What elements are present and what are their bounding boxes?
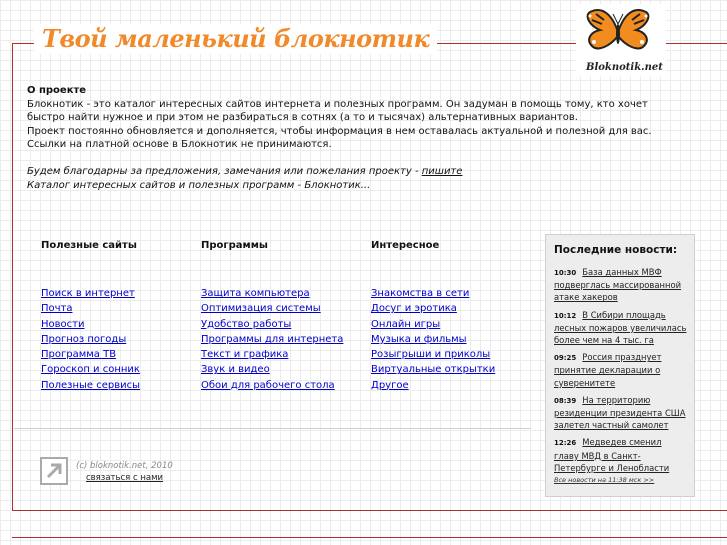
- copyright: (c) bloknotik.net, 2010: [76, 461, 173, 471]
- about-heading: О проекте: [27, 85, 87, 96]
- feedback-link[interactable]: пишите: [421, 166, 463, 177]
- about-line: Ссылки на платной основе в Блокнотик не принимаются.: [27, 139, 332, 150]
- news-heading: Последние новости:: [554, 244, 678, 256]
- category-link[interactable]: Виртуальные открытки: [371, 364, 496, 376]
- link-list: [371, 286, 571, 393]
- about-line: Проект постоянно обновляется и дополняется, чтобы информация в нем оставалась актуальной и полезной для вас.: [27, 125, 652, 137]
- site-title: Твой маленький блокнотик: [34, 24, 437, 54]
- category-link[interactable]: Розыгрыши и приколы: [371, 349, 491, 361]
- category-link[interactable]: Поиск в интернет: [41, 288, 135, 299]
- news-time: 10:12: [554, 311, 577, 320]
- news-item: [554, 351, 688, 389]
- news-item: [554, 394, 688, 432]
- news-time: 08:39: [554, 396, 577, 405]
- logo[interactable]: [576, 4, 666, 76]
- list-item: [371, 378, 571, 393]
- category-link[interactable]: Досуг и эротика: [371, 303, 457, 315]
- butterfly-icon: [582, 4, 654, 64]
- list-item: [371, 332, 571, 347]
- column-useful-sites: [41, 240, 141, 391]
- news-panel: [545, 234, 695, 497]
- about-line: Блокнотик - это каталог интересных сайтов интернета и полезных программ. Он задуман в помощь тому, кто хочет: [27, 98, 648, 110]
- news-link[interactable]: База данных МВФ подверглась массированной атаке хакеров: [554, 267, 682, 303]
- news-time: 12:26: [554, 439, 577, 448]
- about-section: [27, 84, 687, 192]
- category-link[interactable]: Текст и графика: [201, 349, 289, 361]
- news-link[interactable]: Медведев сменил главу МВД в Санкт-Петербурге и Ленобласти: [554, 437, 670, 473]
- category-link[interactable]: Прогноз погоды: [41, 333, 127, 345]
- news-link[interactable]: В Сибири площадь лесных пожаров увеличилась более чем на 4 тыс. га: [554, 309, 687, 346]
- category-link[interactable]: Гороскоп и сонник: [41, 364, 140, 376]
- category-link[interactable]: Программа ТВ: [41, 349, 117, 361]
- list-item: [371, 347, 571, 362]
- list-item: [371, 317, 571, 332]
- feedback-line: [27, 165, 687, 179]
- category-link[interactable]: Оптимизация системы: [201, 303, 321, 315]
- news-link[interactable]: Россия празднует принятие декларации о суверенитете: [554, 352, 662, 388]
- news-time: 09:25: [554, 354, 577, 363]
- category-link[interactable]: Новости: [41, 318, 85, 330]
- feedback-text: Будем благодарны за предложения, замечания или пожелания проекту -: [27, 166, 422, 177]
- category-link[interactable]: Музыка и фильмы: [371, 333, 467, 345]
- about-line: быстро найти нужное и при этом не разбираться в сотнях (а то и тысячах) альтернативных вариантов.: [27, 112, 578, 123]
- list-item: [371, 286, 571, 301]
- column-programs: [201, 240, 344, 391]
- content-divider: [14, 428, 531, 429]
- news-item: [554, 309, 688, 347]
- category-link[interactable]: Онлайн игры: [371, 318, 441, 330]
- category-link[interactable]: Удобство работы: [201, 318, 292, 330]
- category-link[interactable]: Другое: [371, 379, 409, 391]
- news-time: 10:30: [554, 269, 577, 277]
- column-heading: Программы: [201, 240, 268, 251]
- list-item: [371, 301, 571, 316]
- all-news-link[interactable]: Все новости на 11:38 мск >>: [554, 476, 655, 484]
- bottom-divider: [12, 537, 727, 538]
- news-link[interactable]: На территорию резиденции президента США залетел частный самолет: [554, 394, 686, 431]
- category-link[interactable]: Почта: [41, 303, 73, 315]
- category-link[interactable]: Программы для интернета: [201, 333, 344, 345]
- news-item: [554, 266, 688, 304]
- column-interesting: [371, 240, 496, 391]
- category-link[interactable]: Полезные сервисы: [41, 379, 141, 391]
- category-link[interactable]: Обои для рабочего стола: [201, 379, 335, 391]
- category-link[interactable]: Защита компьютера: [201, 288, 310, 299]
- column-heading: Полезные сайты: [41, 240, 137, 251]
- external-link-icon[interactable]: [40, 457, 68, 485]
- contact-link[interactable]: связаться с нами: [86, 473, 164, 483]
- column-heading: Интересное: [371, 240, 440, 251]
- news-item: [554, 436, 688, 474]
- list-item: [371, 362, 571, 377]
- category-link[interactable]: Звук и видео: [201, 364, 270, 376]
- category-link[interactable]: Знакомства в сети: [371, 288, 470, 299]
- logo-text: Bloknotik.net: [586, 62, 663, 73]
- tagline: Каталог интересных сайтов и полезных программ - Блокнотик...: [27, 179, 371, 191]
